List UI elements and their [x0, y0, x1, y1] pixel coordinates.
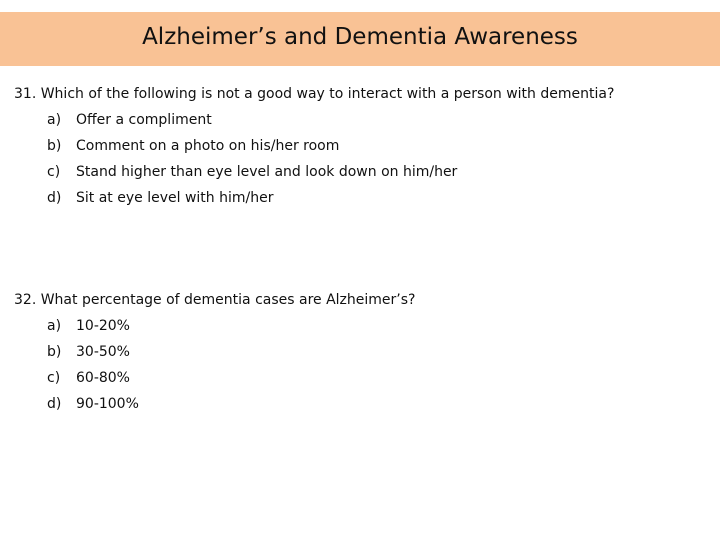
- question-31: [14, 85, 614, 215]
- option-a: [14, 111, 614, 129]
- option-d: [14, 189, 614, 207]
- option-letter: c): [47, 164, 61, 180]
- option-a: [14, 317, 415, 335]
- option-text: 30-50%: [76, 344, 130, 360]
- slide-title: Alzheimer’s and Dementia Awareness: [142, 24, 578, 50]
- option-b: [14, 343, 415, 361]
- option-text: Offer a compliment: [76, 112, 212, 128]
- option-text: 10-20%: [76, 318, 130, 334]
- option-text: Sit at eye level with him/her: [76, 190, 274, 206]
- option-text: Comment on a photo on his/her room: [76, 138, 340, 154]
- option-text: 60-80%: [76, 370, 130, 386]
- option-c: [14, 369, 415, 387]
- option-b: [14, 137, 614, 155]
- option-c: [14, 163, 614, 181]
- option-letter: d): [47, 190, 62, 206]
- option-letter: a): [47, 318, 62, 334]
- option-letter: c): [47, 370, 61, 386]
- option-letter: d): [47, 396, 62, 412]
- question-32: [14, 291, 415, 421]
- option-letter: b): [47, 138, 62, 154]
- option-letter: a): [47, 112, 62, 128]
- option-text: Stand higher than eye level and look down on him/her: [76, 164, 458, 180]
- option-d: [14, 395, 415, 413]
- question-text: 31. Which of the following is not a good way to interact with a person with dementia?: [14, 86, 615, 102]
- question-text: 32. What percentage of dementia cases are Alzheimer’s?: [14, 292, 416, 308]
- option-text: 90-100%: [76, 396, 139, 412]
- option-letter: b): [47, 344, 62, 360]
